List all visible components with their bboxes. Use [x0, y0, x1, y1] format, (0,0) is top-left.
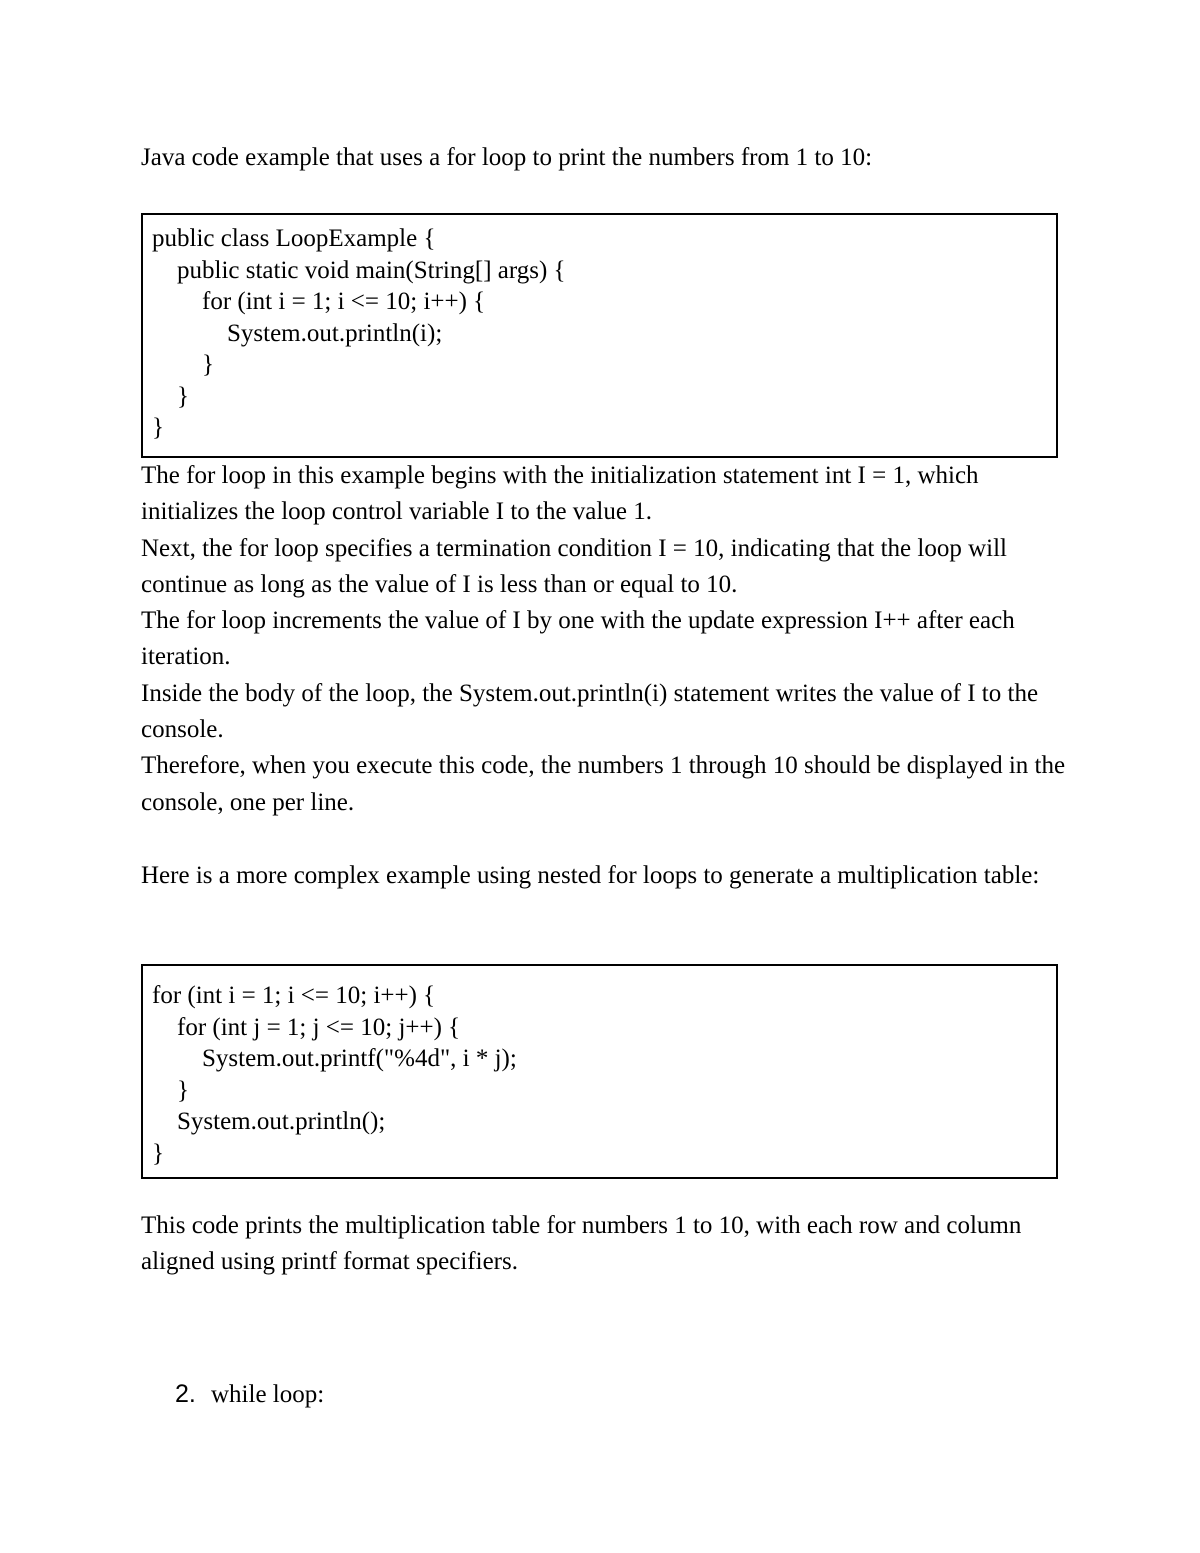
explanation-paragraph: Inside the body of the loop, the System.out.println(i) statement writes the value of I to the console. — [141, 679, 1039, 744]
nested-example-intro — [141, 858, 1071, 894]
code-line: public class LoopExample { — [152, 225, 436, 252]
summary-section — [141, 1208, 1071, 1281]
code-line: for (int i = 1; i <= 10; i++) { — [152, 288, 486, 315]
summary-paragraph: This code prints the multiplication table for numbers 1 to 10, with each row and column aligned using printf format specifiers. — [141, 1212, 1022, 1276]
nested-intro-paragraph: Here is a more complex example using nested for loops to generate a multiplication table: — [141, 862, 1040, 889]
explanation-paragraph: Therefore, when you execute this code, the numbers 1 through 10 should be displayed in the console, one per line. — [141, 752, 1066, 816]
code-block-loop-example — [141, 213, 1058, 458]
code-line: for (int j = 1; j <= 10; j++) { — [152, 1013, 461, 1041]
explanation-paragraph: Next, the for loop specifies a termination condition I = 10, indicating that the loop will continue as long as the value of I is less than or equal to 10. — [141, 534, 1007, 598]
explanation-section — [141, 458, 1071, 821]
list-item-while-loop — [175, 1376, 324, 1413]
code-block-multiplication-table — [141, 964, 1058, 1179]
list-item-number: 2. — [175, 1380, 196, 1408]
code-line: for (int i = 1; i <= 10; i++) { — [152, 982, 436, 1009]
code-line: } — [152, 351, 214, 378]
intro-text: Java code example that uses a for loop to print the numbers from 1 to 10: — [141, 144, 873, 171]
explanation-paragraph: The for loop in this example begins with the initialization statement int I = 1, which initializes the loop control variable I to the value 1. — [141, 462, 979, 526]
code-line: } — [152, 382, 189, 410]
code-line: System.out.println(); — [152, 1108, 386, 1135]
explanation-paragraph: The for loop increments the value of I by one with the update expression I++ after each iteration. — [141, 607, 1015, 671]
code-line: } — [152, 1076, 189, 1104]
code-line: public static void main(String[] args) { — [152, 256, 566, 284]
code-line: } — [152, 1139, 164, 1167]
code-line: System.out.printf("%4d", i * j); — [152, 1045, 517, 1072]
code-line: } — [152, 414, 164, 441]
code-line: System.out.println(i); — [152, 319, 443, 347]
list-item-label: while loop: — [211, 1381, 325, 1408]
